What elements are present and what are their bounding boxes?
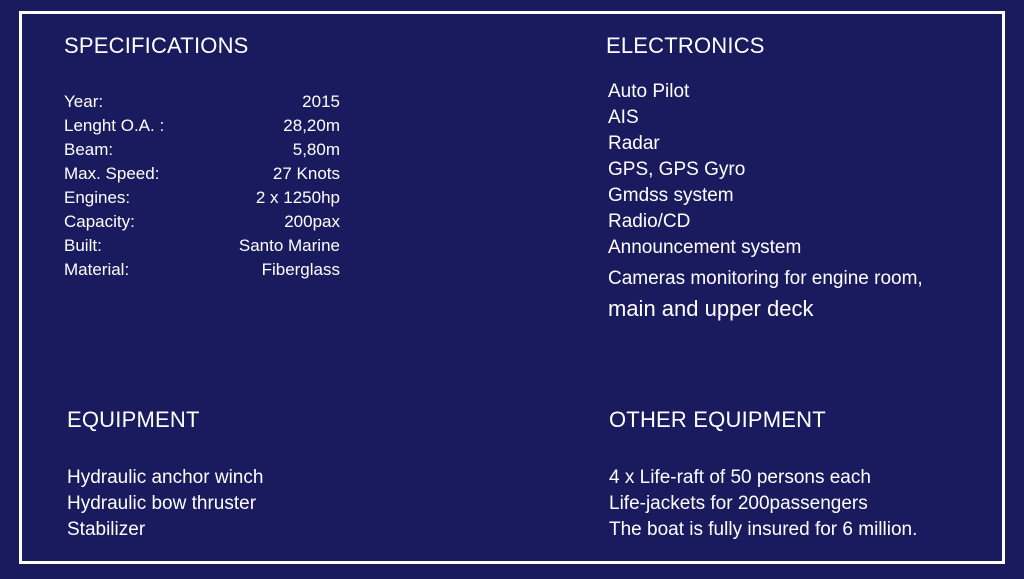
spec-row-year xyxy=(64,92,340,116)
specifications-heading: SPECIFICATIONS xyxy=(64,33,249,58)
spec-label: Beam: xyxy=(64,140,114,159)
spec-label: Capacity: xyxy=(64,212,135,231)
electronics-item: AIS xyxy=(608,107,639,128)
spec-row-built xyxy=(64,236,340,260)
spec-label: Engines: xyxy=(64,188,131,207)
spec-value: 5,80m xyxy=(292,140,340,159)
spec-value: 28,20m xyxy=(283,116,340,135)
other-equipment-item: The boat is fully insured for 6 million. xyxy=(609,519,918,540)
other-equipment-item: 4 x Life-raft of 50 persons each xyxy=(609,467,871,488)
spec-value: 2015 xyxy=(302,92,340,111)
electronics-item: Announcement system xyxy=(608,237,802,258)
spec-value: 27 Knots xyxy=(272,164,340,183)
electronics-item: Cameras monitoring for engine room, xyxy=(608,268,923,289)
equipment-item: Hydraulic anchor winch xyxy=(67,467,264,488)
spec-row-beam xyxy=(64,140,340,164)
electronics-item: Auto Pilot xyxy=(608,81,690,102)
equipment-item: Hydraulic bow thruster xyxy=(67,493,257,514)
equipment-item: Stabilizer xyxy=(67,519,146,540)
spec-value: Fiberglass xyxy=(261,260,340,279)
electronics-item: Radar xyxy=(608,133,660,154)
spec-row-engines xyxy=(64,188,340,212)
spec-row-capacity xyxy=(64,212,340,236)
spec-row-material xyxy=(64,260,340,284)
other-equipment-item: Life-jackets for 200passengers xyxy=(609,493,868,514)
electronics-item: Radio/CD xyxy=(608,211,691,232)
equipment-heading: EQUIPMENT xyxy=(67,407,200,432)
spec-label: Built: xyxy=(64,236,102,255)
other-equipment-heading: OTHER EQUIPMENT xyxy=(609,407,826,432)
spec-value: 200pax xyxy=(284,212,340,231)
electronics-heading: ELECTRONICS xyxy=(606,33,765,58)
spec-label: Material: xyxy=(64,260,130,279)
spec-row-length xyxy=(64,116,340,140)
electronics-item: main and upper deck xyxy=(608,296,814,321)
spec-row-max-speed xyxy=(64,164,340,188)
spec-value: Santo Marine xyxy=(238,236,340,255)
electronics-item: GPS, GPS Gyro xyxy=(608,159,746,180)
spec-value: 2 x 1250hp xyxy=(255,188,340,207)
spec-label: Max. Speed: xyxy=(64,164,160,183)
electronics-item: Gmdss system xyxy=(608,185,734,206)
spec-label: Lenght O.A. : xyxy=(64,116,165,135)
spec-label: Year: xyxy=(64,92,104,111)
